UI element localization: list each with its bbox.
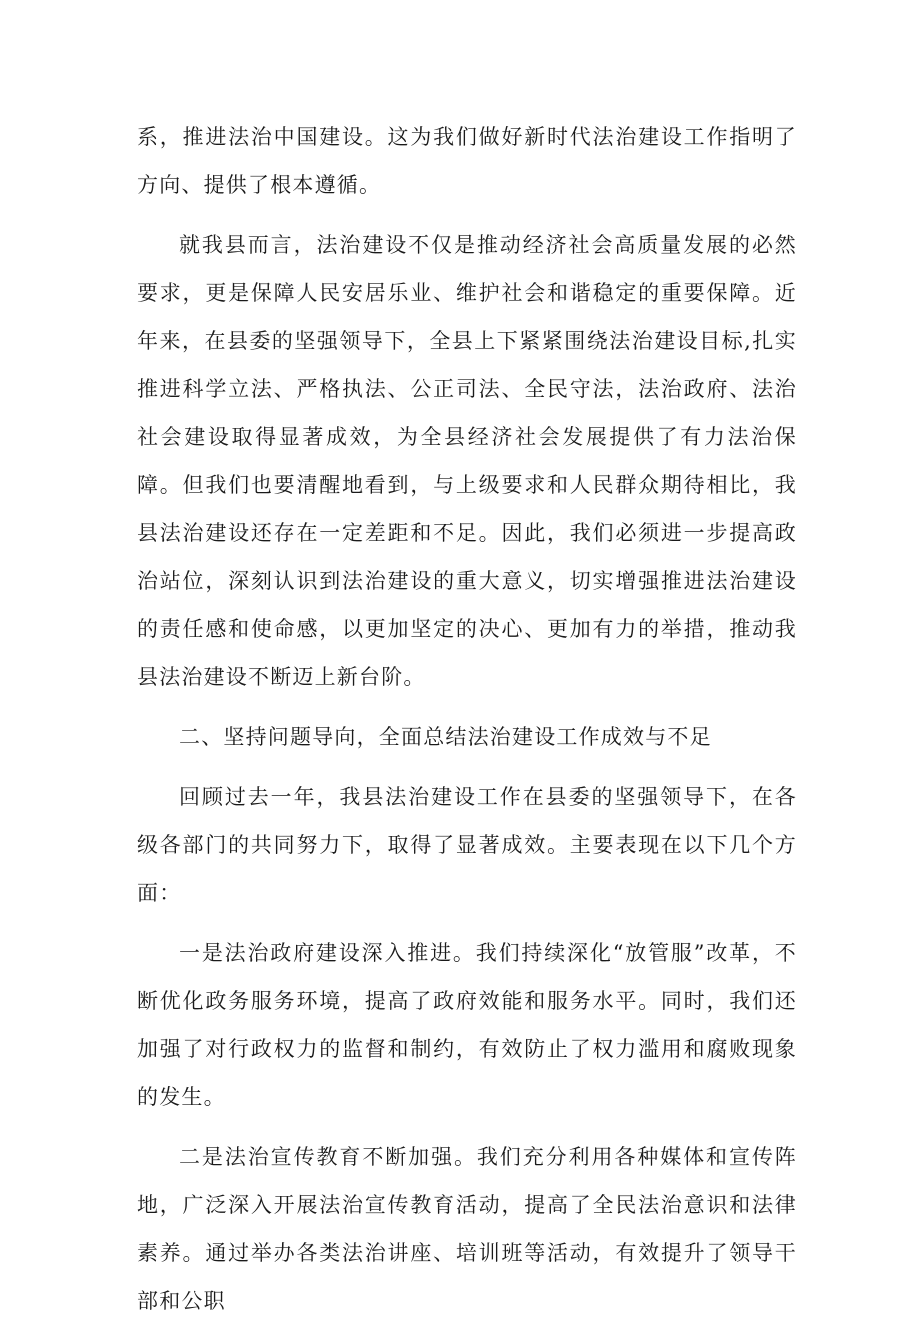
paragraph-point-one: 一是法治政府建设深入推进。我们持续深化“放管服”改革，不断优化政务服务环境，提高了政府效能和服务水平。同时，我们还加强了对行政权力的监督和制约，有效防止了权力滥用和腐败现象的发生。: [137, 941, 797, 1109]
paragraph-continuation: 系，推进法治中国建设。这为我们做好新时代法治建设工作指明了方向、提供了根本遵循。: [137, 125, 797, 197]
paragraph-review: 回顾过去一年，我县法治建设工作在县委的坚强领导下，在各级各部门的共同努力下，取得了显著成效。主要表现在以下几个方面：: [137, 785, 797, 905]
paragraph-county-overview: 就我县而言，法治建设不仅是推动经济社会高质量发展的必然要求，更是保障人民安居乐业、维护社会和谐稳定的重要保障。近年来，在县委的坚强领导下，全县上下紧紧围绕法治建设目标,扎实推进科学立法、严格执法、公正司法、全民守法，法治政府、法治社会建设取得显著成效，为全县经济社会发展提供了有力法治保障。但我们也要清醒地看到，与上级要求和人民群众期待相比，我县法治建设还存在一定差距和不足。因此，我们必须进一步提高政治站位，深刻认识到法治建设的重大意义，切实增强推进法治建设的责任感和使命感，以更加坚定的决心、更加有力的举措，推动我县法治建设不断迈上新台阶。: [137, 233, 797, 689]
section-heading: 二、坚持问题导向，全面总结法治建设工作成效与不足: [179, 725, 712, 749]
paragraph-point-two: 二是法治宣传教育不断加强。我们充分利用各种媒体和宣传阵地，广泛深入开展法治宣传教育活动，提高了全民法治意识和法律素养。通过举办各类法治讲座、培训班等活动，有效提升了领导干部和公职: [137, 1145, 797, 1313]
document-body: [137, 113, 797, 1337]
